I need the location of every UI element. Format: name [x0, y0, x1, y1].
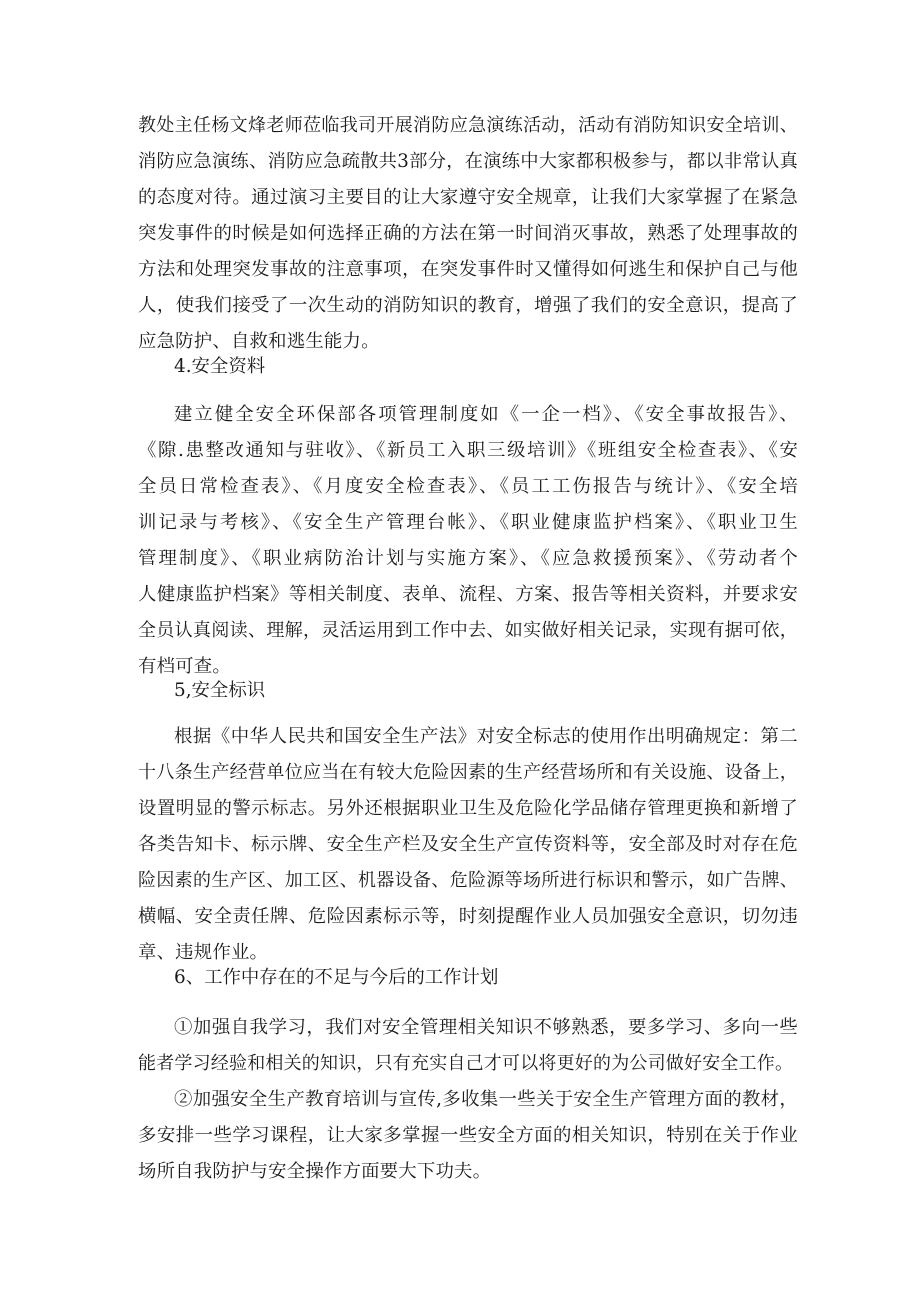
text-line: 《隙.患整改通知与驻收》、《新员工入职三级培训》《班组安全检查表》、《安: [138, 440, 798, 461]
text-line: 人，使我们接受了一次生动的消防知识的教育，增强了我们的安全意识，提高了: [138, 295, 798, 316]
text-line: 章、违规作业。: [138, 942, 269, 963]
text-line: 消防应急演练、消防应急疏散共3部分，在演练中大家都积极参与，都以非常认真: [138, 151, 798, 172]
text-line: 全员日常检查表》、《月度安全检查表》、《员工工伤报告与统计》、《安全培: [138, 476, 798, 497]
text-line: 应急防护、自救和逃生能力。: [138, 331, 380, 352]
text-line: 管理制度》、《职业病防治计划与实施方案》、《应急救援预案》、《劳动者个: [138, 548, 798, 569]
paragraph-self-study: [138, 1010, 798, 1082]
text-line: 突发事件的时候是如何选择正确的方法在第一时间消灭事故，熟悉了处理事故的: [138, 223, 798, 244]
text-line: 险因素的生产区、加工区、机器设备、危险源等场所进行标识和警示，如广告牌、: [138, 870, 798, 891]
text-line: 教处主任杨文烽老师莅临我司开展消防应急演练活动，活动有消防知识安全培训、: [138, 115, 798, 136]
text-line: 各类告知卡、标示牌、安全生产栏及安全生产宣传资料等，安全部及时对存在危: [138, 834, 798, 855]
paragraph-fire-drill: [138, 108, 798, 360]
text-line: 多安排一些学习课程，让大家多掌握一些安全方面的相关知识，特别在关于作业: [138, 1125, 798, 1146]
section-heading-work-plan: 6、工作中存在的不足与今后的工作计划: [174, 967, 499, 988]
text-line: 十八条生产经营单位应当在有较大危险因素的生产经营场所和有关设施、设备上，: [138, 762, 798, 783]
paragraph-safety-documents: [138, 397, 798, 685]
text-line: 人健康监护档案》等相关制度、表单、流程、方案、报告等相关资料，并要求安: [138, 584, 798, 605]
text-line: ①加强自我学习，我们对安全管理相关知识不够熟悉，要多学习、多向一些: [174, 1017, 798, 1038]
text-line: 根据《中华人民共和国安全生产法》对安全标志的使用作出明确规定：第二: [174, 726, 798, 747]
text-line: 训记录与考核》、《安全生产管理台帐》、《职业健康监护档案》、《职业卫生: [138, 512, 798, 533]
text-line: 场所自我防护与安全操作方面要大下功夫。: [138, 1161, 492, 1182]
text-line: 的态度对待。通过演习主要目的让大家遵守安全规章，让我们大家掌握了在紧急: [138, 187, 798, 208]
text-line: 设置明显的警示标志。另外还根据职业卫生及危险化学品储存管理更换和新增了: [138, 798, 798, 819]
text-line: 横幅、安全责任牌、危险因素标示等，时刻提醒作业人员加强安全意识，切勿违: [138, 906, 798, 927]
text-line: 全员认真阅读、理解，灵活运用到工作中去、如实做好相关记录，实现有据可依，: [138, 620, 798, 641]
section-heading-safety-documents: 4.安全资料: [174, 356, 266, 377]
paragraph-safety-signs: [138, 719, 798, 971]
text-line: ②加强安全生产教育培训与宣传,多收集一些关于安全生产管理方面的教材，: [174, 1089, 798, 1110]
text-line: 能者学习经验和相关的知识，只有充实自己才可以将更好的为公司做好安全工作。: [138, 1053, 794, 1074]
text-line: 建立健全安全环保部各项管理制度如《一企一档》、《安全事故报告》、: [174, 404, 798, 425]
section-heading-safety-signs: 5,安全标识: [174, 680, 266, 701]
paragraph-training: [138, 1082, 798, 1190]
text-line: 有档可查。: [138, 656, 231, 677]
text-line: 方法和处理突发事故的注意事项，在突发事件时又懂得如何逃生和保护自己与他: [138, 259, 798, 280]
